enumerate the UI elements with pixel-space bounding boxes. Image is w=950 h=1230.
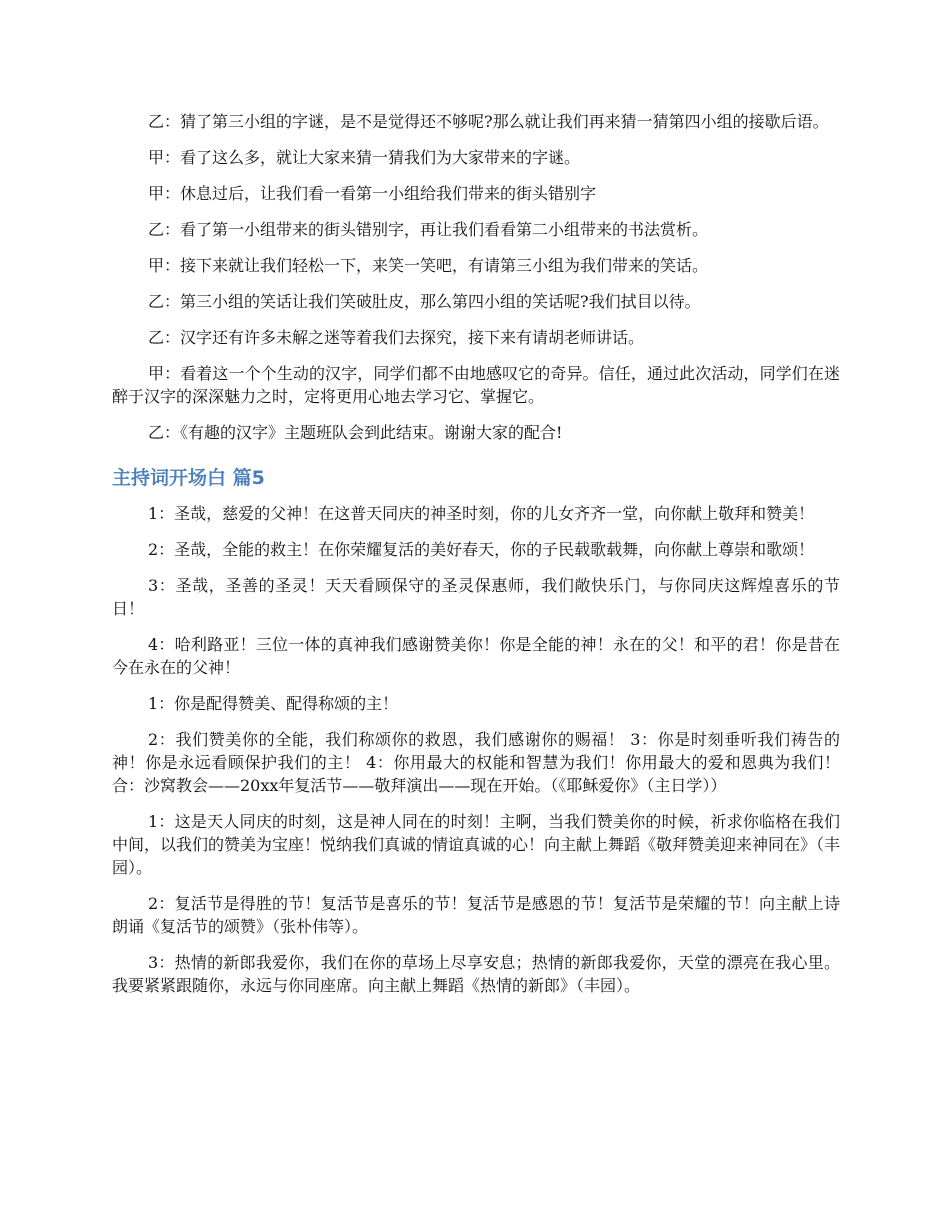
paragraph: 乙：猜了第三小组的字谜，是不是觉得还不够呢?那么就让我们再来猜一猜第四小组的接歇后语。 [148, 112, 829, 131]
paragraph: 乙：《有趣的汉字》主题班队会到此结束。谢谢大家的配合! [148, 423, 563, 442]
paragraph: 乙：第三小组的笑话让我们笑破肚皮，那么第四小组的笑话呢?我们拭目以待。 [148, 292, 701, 311]
paragraph: 甲：休息过后，让我们看一看第一小组给我们带来的街头错别字 [148, 184, 597, 203]
paragraph: 1：你是配得赞美、配得称颂的主！ [148, 694, 399, 713]
paragraph: 4：哈利路亚！三位一体的真神我们感谢赞美你！你是全能的神！永在的父！和平的君！你是昔在今在永在的父神！ [112, 635, 840, 677]
paragraph: 甲：接下来就让我们轻松一下，来笑一笑吧，有请第三小组为我们带来的笑话。 [148, 256, 709, 275]
paragraph: 3：热情的新郎我爱你，我们在你的草场上尽享安息；热情的新郎我爱你，天堂的漂亮在我心里。我要紧紧跟随你，永远与你同座席。向主献上舞蹈《热情的新郎》（丰园）。 [112, 953, 840, 995]
paragraph: 甲：看着这一个个生动的汉字，同学们都不由地感叹它的奇异。信任，通过此次活动，同学们在迷醉于汉字的深深魅力之时，定将更用心地去学习它、掌握它。 [112, 364, 840, 406]
script-section-dialogue [112, 110, 840, 444]
script-section-easter [112, 502, 840, 997]
document-page [112, 110, 840, 1010]
paragraph: 1：圣哉，慈爱的父神！在这普天同庆的神圣时刻，你的儿女齐齐一堂，向你献上敬拜和赞美！ [148, 504, 815, 523]
section-heading: 主持词开场白 篇5 [112, 467, 265, 489]
paragraph: 2：我们赞美你的全能，我们称颂你的救恩，我们感谢你的赐福！ 3：你是时刻垂听我们祷告的神！你是永远看顾保护我们的主！ 4：你用最大的权能和智慧为我们！你用最大的爱和恩典为我们！ 合：沙窝教会——20xx年复活节——敬拜演出——现在开始。（《耶稣爱你》（主日学）） [112, 730, 840, 795]
paragraph: 乙：汉字还有许多未解之迷等着我们去探究，接下来有请胡老师讲话。 [148, 328, 645, 347]
paragraph: 3：圣哉，圣善的圣灵！天天看顾保守的圣灵保惠师，我们敞快乐门，与你同庆这辉煌喜乐的节日！ [112, 576, 840, 618]
paragraph: 乙：看了第一小组带来的街头错别字，再让我们看看第二小组带来的书法赏析。 [148, 220, 709, 239]
paragraph: 2：圣哉，全能的救主！在你荣耀复活的美好春天，你的子民载歌载舞，向你献上尊崇和歌颂！ [148, 540, 815, 559]
paragraph: 1：这是天人同庆的时刻，这是神人同在的时刻！主啊，当我们赞美你的时候，祈求你临格在我们中间，以我们的赞美为宝座！悦纳我们真诚的情谊真诚的心！向主献上舞蹈《敬拜赞美迎来神同在》（丰园）。 [112, 812, 841, 877]
paragraph: 2：复活节是得胜的节！复活节是喜乐的节！复活节是感恩的节！复活节是荣耀的节！向主献上诗朗诵《复活节的颂赞》（张朴伟等）。 [112, 894, 840, 936]
paragraph: 甲：看了这么多，就让大家来猜一猜我们为大家带来的字谜。 [148, 148, 581, 167]
